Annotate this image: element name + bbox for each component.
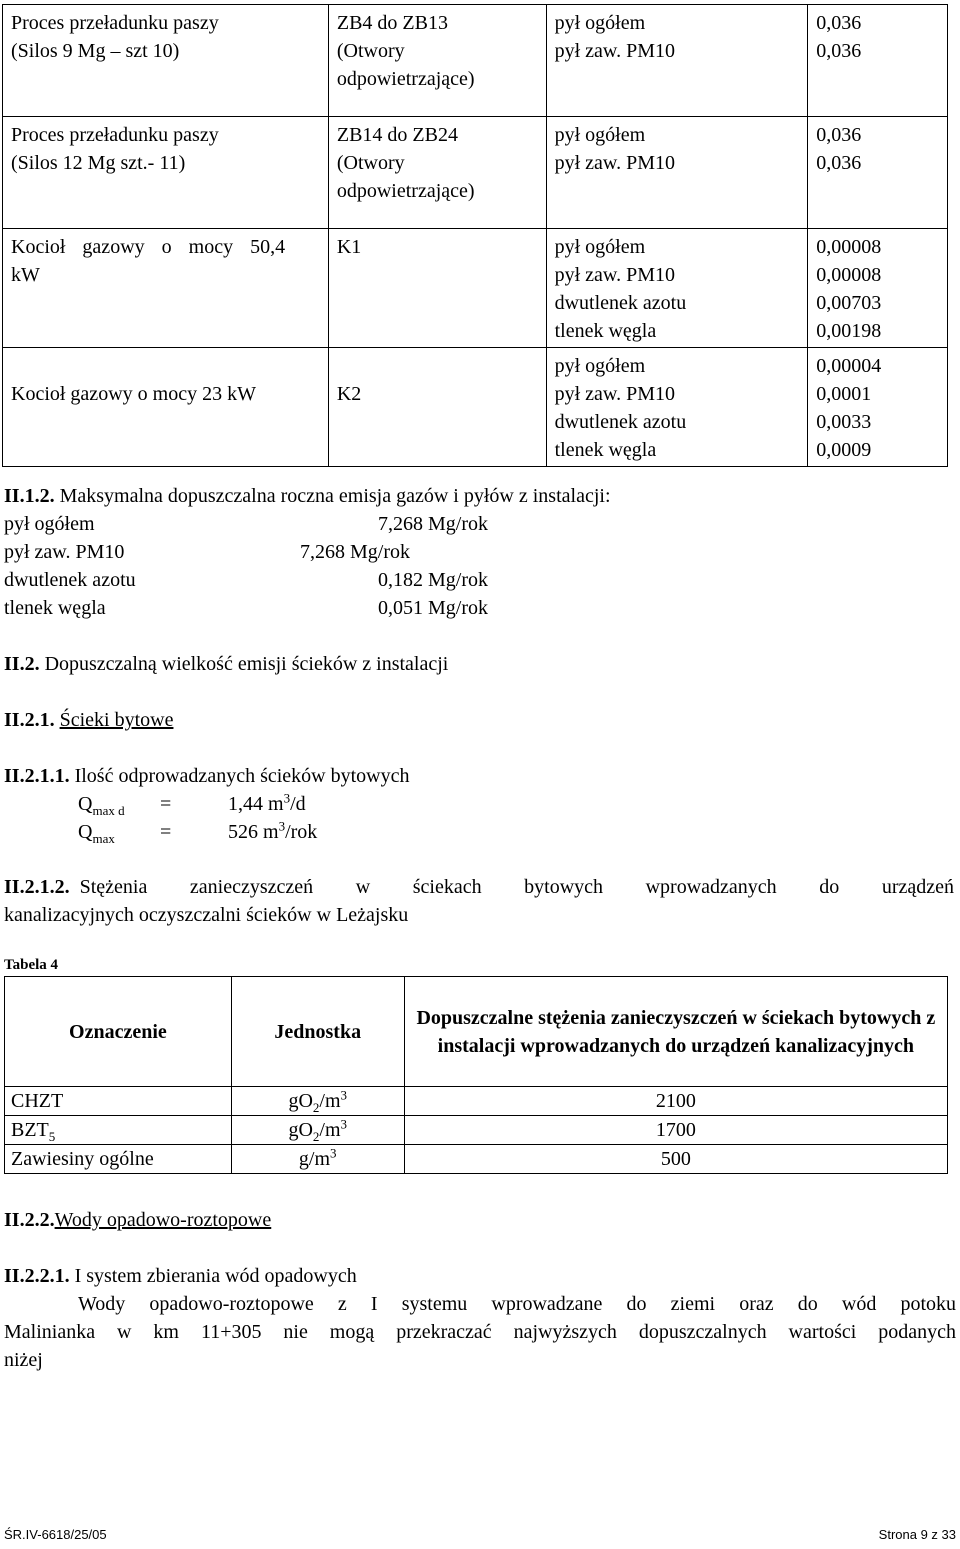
table-row [3,5,948,117]
section-title: Wody opadowo-roztopowe [54,1209,272,1231]
section-title: I system zbierania wód opadowych [74,1265,357,1287]
table-row [5,1145,948,1174]
table-header-row [5,977,948,1087]
source-cell: Kocioł gazowy o mocy 50,4 kW [3,229,329,348]
paragraph-line: Malinianka w km 11+305 nie mogą przekraczać najwyższych dopuszczalnych wartości podanych [4,1321,956,1343]
table-row [5,1116,948,1145]
value-cell: 0,00008 0,00008 0,00703 0,00198 [808,229,948,348]
flow-formula: $Q_{max}$ [78,821,115,846]
table-caption: Tabela 4 [4,957,59,973]
name-cell: Zawiesiny ogólne [5,1145,232,1174]
section-heading [4,650,448,678]
list-item-value: 7,268 Mg/rok [378,513,488,535]
table-row [3,348,948,467]
emitter-cell: K1 [328,229,546,348]
section-title: Ścieki bytowe [59,709,174,731]
source-cell: Kocioł gazowy o mocy 23 kW [3,348,329,467]
section-heading [4,1206,271,1234]
flow-formula: $Q_{max d}$ [78,793,125,818]
emitter-cell: K2 [328,348,546,467]
section-number: II.1.2. [4,485,55,507]
list-item: pył ogółem [4,513,95,535]
flow-value: 526 $m^3$/rok [228,818,318,843]
list-item: tlenek węgla [4,597,106,619]
wastewater-limits-table [4,976,948,1174]
value-cell: 0,00004 0,0001 0,0033 0,0009 [808,348,948,467]
section-number: II.2.2. [4,1209,55,1231]
column-header: Jednostka [231,977,404,1087]
pollutant-cell: pył ogółem pył zaw. PM10 [546,5,808,117]
section-heading [4,762,409,790]
list-item-value: 7,268 Mg/rok [300,541,410,563]
paragraph-line: niżej [4,1349,43,1371]
list-item-value: 0,182 Mg/rok [378,569,488,591]
table-row [3,117,948,229]
value-cell: 0,036 0,036 [808,5,948,117]
flow-value: 1,44 $m^3/d$ [228,790,306,815]
section-number: II.2.1. [4,709,55,731]
pollutant-cell: pył ogółem pył zaw. PM10 [546,117,808,229]
section-heading [4,1262,357,1290]
value-cell: 2100 [404,1087,947,1116]
section-title-continued: kanalizacyjnych oczyszczalni ścieków w Leżajsku [4,904,409,926]
section-title: Dopuszczalną wielkość emisji ścieków z instalacji [44,653,449,675]
section-number: II.2.1.1. [4,765,70,787]
document-reference: ŚR.IV-6618/25/05 [4,1527,107,1542]
list-item-value: 0,051 Mg/rok [378,597,488,619]
section-heading [4,706,173,734]
column-header: Oznaczenie [5,977,232,1087]
value-cell: 500 [404,1145,947,1174]
section-heading [4,873,954,901]
equals-sign: = [160,793,172,815]
emitter-cell: ZB14 do ZB24 (Otwory odpowietrzające) [328,117,546,229]
section-title: Maksymalna dopuszczalna roczna emisja gazów i pyłów z instalacji: [59,485,611,507]
emission-sources-table [2,4,948,467]
unit-cell: $gO_2/m^3$ [231,1087,404,1116]
source-cell: Proces przeładunku paszy (Silos 12 Mg szt.- 11) [3,117,329,229]
value-cell: 0,036 0,036 [808,117,948,229]
pollutant-cell: pył ogółem pył zaw. PM10 dwutlenek azotu tlenek węgla [546,348,808,467]
table-row [3,229,948,348]
source-cell: Proces przeładunku paszy (Silos 9 Mg – szt 10) [3,5,329,117]
list-item: dwutlenek azotu [4,569,136,591]
section-title: Ilość odprowadzanych ścieków bytowych [74,765,410,787]
section-number: II.2. [4,653,40,675]
unit-cell: $g/m^3$ [231,1145,404,1174]
page-number: Strona 9 z 33 [878,1527,956,1542]
column-header: Dopuszczalne stężenia zanieczyszczeń w ściekach bytowych z instalacji wprowadzanych do urządzeń kanalizacyjnych [404,977,947,1087]
name-cell: CHZT [5,1087,232,1116]
section-number: II.2.1.2. [4,876,70,898]
pollutant-cell: pył ogółem pył zaw. PM10 dwutlenek azotu tlenek węgla [546,229,808,348]
section-number: II.2.2.1. [4,1265,70,1287]
equals-sign: = [160,821,172,843]
list-item: pył zaw. PM10 [4,541,125,563]
section-heading [4,482,611,510]
unit-cell: $gO_2/m^3$ [231,1116,404,1145]
paragraph-line: Wody opadowo-roztopowe z I systemu wprowadzane do ziemi oraz do wód potoku [78,1293,956,1315]
emitter-cell: ZB4 do ZB13 (Otwory odpowietrzające) [328,5,546,117]
table-row [5,1087,948,1116]
name-cell: $BZT_5$ [5,1116,232,1145]
value-cell: 1700 [404,1116,947,1145]
section-title: Stężenia zanieczyszczeń w ściekach bytowych wprowadzanych do urządzeń [79,876,954,898]
